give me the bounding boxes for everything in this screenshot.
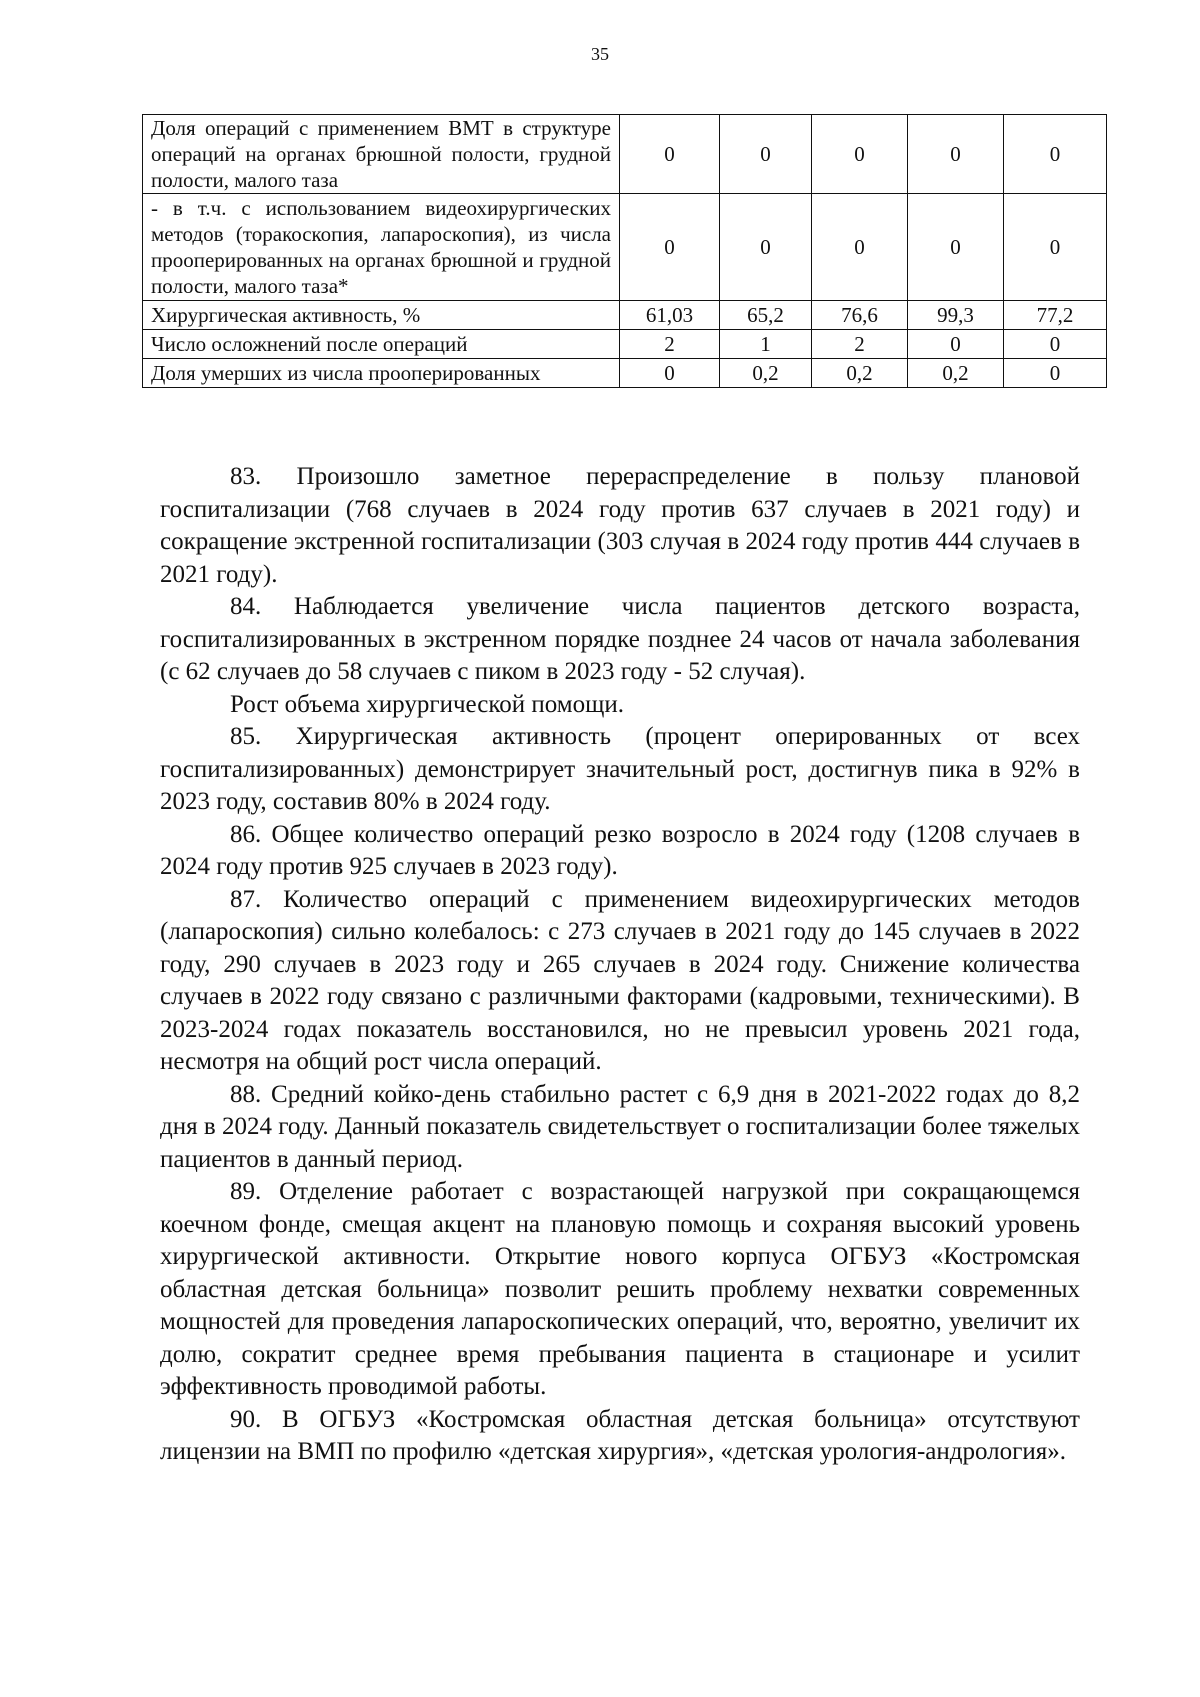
table-cell: 77,2	[1004, 301, 1107, 330]
paragraph-88: 88. Средний койко-день стабильно растет с 6,9 дня в 2021-2022 годах до 8,2 дня в 2024 году. Данный показатель свидетельствует о госпитализации более тяжелых пациентов в данный период.	[160, 1080, 1080, 1173]
table-cell: 61,03	[620, 301, 720, 330]
table-cell: 0	[620, 359, 720, 388]
table-cell: 0,2	[720, 359, 812, 388]
table-row	[143, 330, 1107, 359]
table-cell: 0	[812, 194, 908, 301]
table-row-label: Доля операций с применением ВМТ в структуре операций на органах брюшной полости, грудной полости, малого таза	[143, 115, 620, 194]
paragraph-86: 86. Общее количество операций резко возросло в 2024 году (1208 случаев в 2024 году против 925 случаев в 2023 году).	[160, 820, 1080, 880]
table-cell: 0	[1004, 359, 1107, 388]
table-cell: 0	[620, 194, 720, 301]
table-cell: 0	[720, 194, 812, 301]
table-cell: 0	[620, 115, 720, 194]
table-row	[143, 194, 1107, 301]
paragraph-83: 83. Произошло заметное перераспределение в пользу плановой госпитализации (768 случаев в 2024 году против 637 случаев в 2021 году) и сокращение экстренной госпитализации (303 случая в 2024 году против 444 случаев в 2021 году).	[160, 463, 1080, 588]
table-cell: 0	[1004, 115, 1107, 194]
table-row-label: - в т.ч. с использованием видеохирургических методов (торакоскопия, лапароскопия), из числа прооперированных на органах брюшной и грудной полости, малого таза*	[143, 194, 620, 301]
paragraph-87: 87. Количество операций с применением видеохирургических методов (лапароскопия) сильно колебалось: с 273 случаев в 2021 году до 145 случаев в 2022 году, 290 случаев в 2023 году и 265 случаев в 2024 году. Снижение количества случаев в 2022 году связано с различными факторами (кадровыми, техническими). В 2023-2024 годах показатель восстановился, но не превысил уровень 2021 года, несмотря на общий рост числа операций.	[160, 885, 1080, 1075]
table-row-label: Доля умерших из числа прооперированных	[143, 359, 620, 388]
paragraph-89: 89. Отделение работает с возрастающей нагрузкой при сокращающемся коечном фонде, смещая акцент на плановую помощь и сохраняя высокий уровень хирургической активности. Открытие нового корпуса ОГБУЗ «Костромская областная детская больница» позволит решить проблему нехватки современных мощностей для проведения лапароскопических операций, что, вероятно, увеличит их долю, сократит среднее время пребывания пациента в стационаре и усилит эффективность проводимой работы.	[160, 1178, 1080, 1400]
table-cell: 76,6	[812, 301, 908, 330]
table-cell: 2	[620, 330, 720, 359]
paragraph-84: 84. Наблюдается увеличение числа пациентов детского возраста, госпитализированных в экстренном порядке позднее 24 часов от начала заболевания (с 62 случаев до 58 случаев с пиком в 2023 году - 52 случая).	[160, 593, 1080, 685]
table-cell: 0	[908, 330, 1004, 359]
table-cell: 65,2	[720, 301, 812, 330]
table-cell: 0	[908, 115, 1004, 194]
table-cell: 0	[1004, 330, 1107, 359]
document-body	[160, 461, 1080, 1469]
table-cell: 2	[812, 330, 908, 359]
statistics-table	[142, 114, 1107, 388]
table-cell: 0	[720, 115, 812, 194]
table-cell: 0	[1004, 194, 1107, 301]
table-cell: 0,2	[908, 359, 1004, 388]
table-row	[143, 115, 1107, 194]
table-row	[143, 359, 1107, 388]
table-cell: 1	[720, 330, 812, 359]
table-cell: 0	[908, 194, 1004, 301]
table-row-label: Число осложнений после операций	[143, 330, 620, 359]
table-cell: 0,2	[812, 359, 908, 388]
table-row-label: Хирургическая активность, %	[143, 301, 620, 330]
table-row	[143, 301, 1107, 330]
section-heading: Рост объема хирургической помощи.	[230, 690, 624, 718]
paragraph-90: 90. В ОГБУЗ «Костромская областная детская больница» отсутствуют лицензии на ВМП по профилю «детская хирургия», «детская урология-андрология».	[160, 1405, 1080, 1465]
table-cell: 99,3	[908, 301, 1004, 330]
paragraph-85: 85. Хирургическая активность (процент оперированных от всех госпитализированных) демонстрирует значительный рост, достигнув пика в 92% в 2023 году, составив 80% в 2024 году.	[160, 723, 1080, 815]
page-number: 35	[591, 44, 609, 64]
table-cell: 0	[812, 115, 908, 194]
